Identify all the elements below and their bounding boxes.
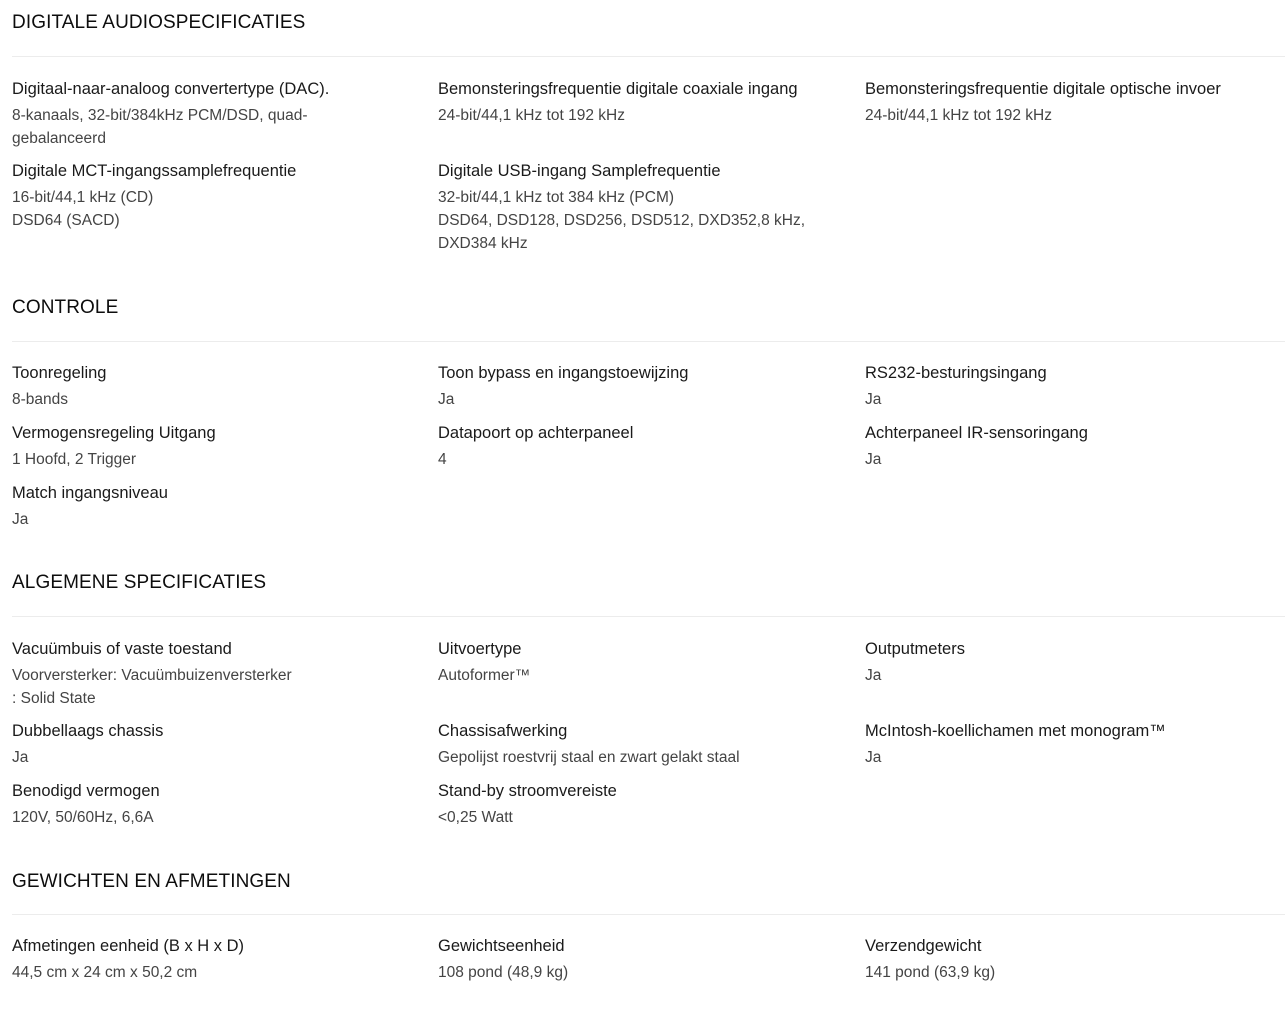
spec-item bbox=[12, 720, 422, 769]
spec-label: Datapoort op achterpaneel bbox=[438, 424, 634, 442]
spec-label: Outputmeters bbox=[865, 640, 965, 658]
spec-label: Verzendgewicht bbox=[865, 937, 982, 955]
spec-label: Chassisafwerking bbox=[438, 722, 568, 740]
spec-label: Toonregeling bbox=[12, 364, 107, 382]
spec-item bbox=[12, 422, 422, 471]
spec-item bbox=[12, 935, 422, 984]
spec-item bbox=[438, 780, 848, 829]
spec-value: 44,5 cm x 24 cm x 50,2 cm bbox=[12, 964, 198, 981]
spec-item bbox=[438, 160, 848, 255]
spec-item bbox=[12, 362, 422, 411]
spec-value: Ja bbox=[865, 667, 882, 684]
spec-value: 108 pond (48,9 kg) bbox=[438, 964, 569, 981]
spec-label: Vermogensregeling Uitgang bbox=[12, 424, 216, 442]
spec-item bbox=[865, 720, 1275, 769]
spec-item bbox=[12, 780, 422, 829]
section-divider bbox=[12, 341, 1285, 342]
spec-value: Ja bbox=[438, 391, 455, 408]
spec-value: 24-bit/44,1 kHz tot 192 kHz bbox=[438, 107, 625, 124]
spec-item bbox=[12, 482, 422, 531]
spec-item bbox=[12, 78, 422, 150]
section-title: CONTROLE bbox=[12, 297, 119, 318]
spec-label: McIntosh-koellichamen met monogram™ bbox=[865, 722, 1166, 740]
section-title: DIGITALE AUDIOSPECIFICATIES bbox=[12, 12, 306, 33]
spec-item bbox=[12, 160, 422, 232]
spec-value: 1 Hoofd, 2 Trigger bbox=[12, 451, 137, 468]
spec-value: Ja bbox=[12, 511, 29, 528]
spec-item bbox=[865, 362, 1275, 411]
spec-item bbox=[865, 935, 1275, 984]
section-divider bbox=[12, 914, 1285, 915]
spec-label: Afmetingen eenheid (B x H x D) bbox=[12, 937, 245, 955]
spec-value: Ja bbox=[865, 391, 882, 408]
spec-label: Digitale MCT-ingangssamplefrequentie bbox=[12, 162, 297, 180]
spec-label: Digitaal-naar-analoog convertertype (DAC). bbox=[12, 80, 330, 98]
spec-item bbox=[438, 720, 848, 769]
section-divider bbox=[12, 56, 1285, 57]
section-title: ALGEMENE SPECIFICATIES bbox=[12, 572, 267, 593]
spec-value: 8-kanaals, 32-bit/384kHz PCM/DSD, quad- gebalanceerd bbox=[12, 107, 308, 147]
spec-label: Bemonsteringsfrequentie digitale coaxiale ingang bbox=[438, 80, 798, 98]
spec-label: Gewichtseenheid bbox=[438, 937, 565, 955]
spec-item bbox=[865, 78, 1275, 127]
spec-label: Uitvoertype bbox=[438, 640, 522, 658]
spec-item bbox=[438, 935, 848, 984]
spec-item bbox=[438, 638, 848, 687]
spec-value: 120V, 50/60Hz, 6,6A bbox=[12, 809, 154, 826]
spec-label: Vacuümbuis of vaste toestand bbox=[12, 640, 232, 658]
spec-label: Stand-by stroomvereiste bbox=[438, 782, 617, 800]
spec-value: 8-bands bbox=[12, 391, 69, 408]
spec-label: Dubbellaags chassis bbox=[12, 722, 164, 740]
spec-label: RS232-besturingsingang bbox=[865, 364, 1047, 382]
spec-value: 32-bit/44,1 kHz tot 384 kHz (PCM) DSD64, DSD128, DSD256, DSD512, DXD352,8 kHz, DXD384 kHz bbox=[438, 189, 805, 252]
spec-value: Ja bbox=[12, 749, 29, 766]
spec-value: Ja bbox=[865, 451, 882, 468]
spec-value: Gepolijst roestvrij staal en zwart gelakt staal bbox=[438, 749, 740, 766]
spec-value: 141 pond (63,9 kg) bbox=[865, 964, 996, 981]
spec-label: Achterpaneel IR-sensoringang bbox=[865, 424, 1088, 442]
spec-item bbox=[438, 362, 848, 411]
spec-label: Digitale USB-ingang Samplefrequentie bbox=[438, 162, 721, 180]
spec-item bbox=[438, 78, 848, 127]
spec-item bbox=[865, 422, 1275, 471]
spec-item bbox=[865, 638, 1275, 687]
spec-label: Bemonsteringsfrequentie digitale optische invoer bbox=[865, 80, 1221, 98]
spec-value: Autoformer™ bbox=[438, 667, 531, 684]
spec-value: Voorversterker: Vacuümbuizenversterker : Solid State bbox=[12, 667, 292, 707]
section-title: GEWICHTEN EN AFMETINGEN bbox=[12, 871, 291, 892]
section-divider bbox=[12, 616, 1285, 617]
spec-label: Toon bypass en ingangstoewijzing bbox=[438, 364, 689, 382]
spec-value: Ja bbox=[865, 749, 882, 766]
spec-value: 24-bit/44,1 kHz tot 192 kHz bbox=[865, 107, 1052, 124]
spec-label: Match ingangsniveau bbox=[12, 484, 168, 502]
spec-label: Benodigd vermogen bbox=[12, 782, 160, 800]
spec-item bbox=[12, 638, 422, 710]
spec-item bbox=[438, 422, 848, 471]
spec-value: 16-bit/44,1 kHz (CD) DSD64 (SACD) bbox=[12, 189, 154, 229]
spec-value: 4 bbox=[438, 451, 447, 468]
spec-value: <0,25 Watt bbox=[438, 809, 513, 826]
